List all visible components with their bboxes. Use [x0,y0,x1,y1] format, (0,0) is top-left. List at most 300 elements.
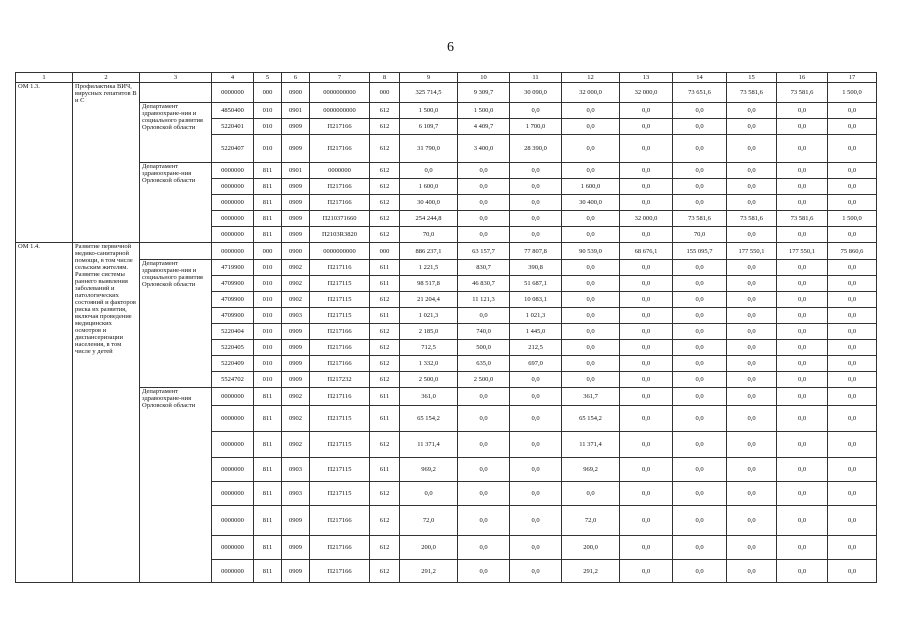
table-cell: 0902 [282,388,310,406]
table-cell: 0,0 [828,388,877,406]
table-cell: 0,0 [777,292,828,308]
table-cell: П217115 [310,406,370,432]
table-cell: 010 [254,292,282,308]
table-cell: 0903 [282,482,310,506]
table-cell: 0,0 [828,324,877,340]
table-cell: 1 021,3 [400,308,458,324]
table-cell: 0,0 [562,227,620,243]
table-cell: 010 [254,135,282,163]
table-cell: 0,0 [562,308,620,324]
table-cell: 811 [254,406,282,432]
table-cell: 98 517,8 [400,276,458,292]
table-cell: 0903 [282,308,310,324]
table-cell: 010 [254,260,282,276]
table-cell: 0902 [282,432,310,458]
table-cell: 0,0 [510,458,562,482]
table-cell: 0,0 [620,308,673,324]
table-cell: 11 371,4 [562,432,620,458]
table-cell: 0,0 [673,482,727,506]
table-cell: 0,0 [727,308,777,324]
table-cell: 51 687,1 [510,276,562,292]
table-row [16,243,877,260]
table-cell: 811 [254,179,282,195]
table-cell: 0,0 [620,388,673,406]
table-cell: 200,0 [562,536,620,560]
table-cell: 0,0 [828,292,877,308]
table-cell: 612 [370,119,400,135]
table-cell: 0,0 [727,356,777,372]
table-cell: 0909 [282,372,310,388]
table-cell: 0909 [282,324,310,340]
table-cell: 1 221,5 [400,260,458,276]
table-cell: 0,0 [673,260,727,276]
table-cell: 4850400 [212,103,254,119]
table-cell: 0902 [282,276,310,292]
table-cell: 0000000 [212,482,254,506]
table-cell: 0,0 [673,163,727,179]
table-cell: 811 [254,458,282,482]
table-cell: 0,0 [727,560,777,583]
table-cell: 0,0 [562,135,620,163]
table-cell: 0901 [282,163,310,179]
table-cell: 0,0 [620,340,673,356]
table-cell: 010 [254,324,282,340]
table-cell: 0,0 [727,260,777,276]
table-cell: 010 [254,356,282,372]
table-cell: 0,0 [620,179,673,195]
table-cell: 0,0 [458,536,510,560]
table-cell: 612 [370,560,400,583]
table-cell: 0,0 [727,163,777,179]
table-cell: 1 445,0 [510,324,562,340]
table-cell: 0000000 [212,163,254,179]
table-cell: 2 500,0 [400,372,458,388]
table-cell: 0909 [282,211,310,227]
table-cell: 010 [254,103,282,119]
table-cell: 28 390,0 [510,135,562,163]
executor: Департамент здравоохране-ния и социального развития Орловской области [140,103,212,163]
table-cell: 0,0 [828,260,877,276]
table-cell: 000 [370,83,400,103]
column-header: 6 [282,73,310,83]
table-cell: 1 500,0 [400,103,458,119]
table-cell: П217166 [310,506,370,536]
table-cell: 0,0 [510,179,562,195]
column-header: 16 [777,73,828,83]
table-cell: 1 700,0 [510,119,562,135]
table-cell: 46 830,7 [458,276,510,292]
table-cell: 5524702 [212,372,254,388]
table-cell: 612 [370,292,400,308]
table-cell: 0,0 [510,560,562,583]
table-cell: 30 400,0 [400,195,458,211]
table-cell: 0,0 [727,432,777,458]
table-cell: 0,0 [727,372,777,388]
table-cell: П217115 [310,458,370,482]
table-cell: 0,0 [562,276,620,292]
table-cell: 0,0 [673,308,727,324]
table-cell: 0,0 [777,324,828,340]
table-cell: 0909 [282,356,310,372]
table-cell: 811 [254,227,282,243]
table-cell: 0,0 [562,211,620,227]
table-cell: 0,0 [620,276,673,292]
table-cell: 811 [254,388,282,406]
table-cell: 0,0 [828,432,877,458]
table-cell: 0,0 [562,356,620,372]
table-cell: 0,0 [620,227,673,243]
table-cell: 0,0 [673,406,727,432]
table-cell: 0,0 [727,135,777,163]
table-cell: 0,0 [777,308,828,324]
table-cell: 0,0 [562,103,620,119]
table-cell: 969,2 [400,458,458,482]
table-cell: 611 [370,260,400,276]
table-cell: 0,0 [727,340,777,356]
table-cell: 291,2 [400,560,458,583]
table-cell: 0,0 [777,179,828,195]
table-cell: 611 [370,388,400,406]
table-cell: 0,0 [727,536,777,560]
table-cell: 886 237,1 [400,243,458,260]
column-header: 10 [458,73,510,83]
table-cell: 0,0 [727,506,777,536]
table-cell: 212,5 [510,340,562,356]
table-cell: 0,0 [828,340,877,356]
table-cell: 0000000 [212,83,254,103]
table-cell: 000 [254,83,282,103]
table-cell: 811 [254,195,282,211]
table-cell: П217166 [310,356,370,372]
column-header: 12 [562,73,620,83]
table-cell: 0,0 [620,324,673,340]
table-cell: 3 400,0 [458,135,510,163]
budget-table [15,72,877,583]
table-cell: 0,0 [458,211,510,227]
table-cell: 612 [370,356,400,372]
table-cell: 0,0 [777,119,828,135]
column-header: 4 [212,73,254,83]
table-cell: 0,0 [673,432,727,458]
table-cell: 0,0 [673,119,727,135]
table-cell: 0000000 [212,211,254,227]
table-cell: 0,0 [673,560,727,583]
table-cell: 811 [254,432,282,458]
table-cell: П217115 [310,432,370,458]
table-cell: 0,0 [673,506,727,536]
table-cell: 0,0 [458,195,510,211]
table-cell: 0,0 [727,388,777,406]
table-cell: 0909 [282,227,310,243]
table-cell: 0,0 [777,482,828,506]
table-cell: 4719900 [212,260,254,276]
table-cell: 0,0 [828,103,877,119]
column-header: 5 [254,73,282,83]
table-cell: 010 [254,119,282,135]
table-cell: 200,0 [400,536,458,560]
table-cell: 010 [254,372,282,388]
table-cell: 0,0 [673,372,727,388]
table-cell: П210371660 [310,211,370,227]
table-cell: 73 581,6 [777,211,828,227]
table-cell: 0,0 [562,119,620,135]
table-cell: 0,0 [620,506,673,536]
table-cell: 0,0 [727,276,777,292]
table-cell: 0,0 [562,163,620,179]
table-cell: 0,0 [673,135,727,163]
table-cell: 0909 [282,506,310,536]
table-cell: 612 [370,135,400,163]
table-cell: 70,0 [400,227,458,243]
table-cell: 0000000 [212,227,254,243]
table-cell: 611 [370,308,400,324]
column-header: 8 [370,73,400,83]
table-cell: 4709900 [212,276,254,292]
column-header: 17 [828,73,877,83]
table-cell: 0,0 [828,506,877,536]
table-cell: 0,0 [510,406,562,432]
table-cell: 254 244,8 [400,211,458,227]
table-cell: 0,0 [777,388,828,406]
table-cell: 1 332,0 [400,356,458,372]
table-cell: 30 400,0 [562,195,620,211]
table-cell: 811 [254,560,282,583]
table-cell: 811 [254,163,282,179]
table-cell: 68 676,1 [620,243,673,260]
table-cell: 612 [370,103,400,119]
measure-title: Профилактика ВИЧ, вирусных гепатитов В и С [73,83,140,243]
table-cell: 0,0 [620,195,673,211]
table-row [16,388,877,406]
table-cell: 390,8 [510,260,562,276]
table-cell: 0,0 [620,356,673,372]
table-cell: 0909 [282,536,310,560]
header-row [16,73,877,83]
table-cell: 63 157,7 [458,243,510,260]
table-row [16,83,877,103]
table-cell: 612 [370,536,400,560]
column-header: 11 [510,73,562,83]
table-cell: 0,0 [777,432,828,458]
table-cell: П217115 [310,308,370,324]
table-cell: П217166 [310,536,370,560]
table-cell: 611 [370,276,400,292]
table-cell: 612 [370,482,400,506]
table-cell: 5220404 [212,324,254,340]
table-cell: 1 500,0 [828,83,877,103]
table-cell: 0,0 [828,227,877,243]
table-cell: 000 [370,243,400,260]
table-cell: 0,0 [727,103,777,119]
table-cell: 72,0 [400,506,458,536]
table-cell: 0,0 [727,195,777,211]
table-cell: 0909 [282,135,310,163]
table-cell: 0903 [282,458,310,482]
table-cell: 0,0 [620,536,673,560]
table-cell: 0,0 [620,260,673,276]
table-cell: 0000000 [310,163,370,179]
table-cell: 4709900 [212,308,254,324]
table-cell: 177 550,1 [727,243,777,260]
table-cell: 0900 [282,243,310,260]
table-cell: 0,0 [777,506,828,536]
table-cell: 11 121,3 [458,292,510,308]
table-cell: 0000000 [212,243,254,260]
table-cell: 0,0 [828,372,877,388]
table-cell: 65 154,2 [562,406,620,432]
table-cell: 0,0 [400,163,458,179]
table-cell: 0902 [282,292,310,308]
table-cell: 0,0 [777,135,828,163]
table-cell: 0,0 [777,536,828,560]
table-cell: 0000000000 [310,243,370,260]
table-cell: 0,0 [562,324,620,340]
table-cell: 72,0 [562,506,620,536]
executor: Департамент здравоохране-ния Орловской области [140,388,212,583]
table-cell: 5220407 [212,135,254,163]
table-cell: 0909 [282,195,310,211]
executor-empty [140,243,212,260]
table-cell: 73 581,6 [727,83,777,103]
table-cell: 0000000 [212,458,254,482]
table-cell: 697,0 [510,356,562,372]
table-cell: 0,0 [828,458,877,482]
table-cell: 0,0 [673,276,727,292]
table-cell: 612 [370,227,400,243]
table-cell: П217116 [310,260,370,276]
table-cell: 0901 [282,103,310,119]
table-cell: 612 [370,324,400,340]
table-cell: 73 581,6 [777,83,828,103]
table-cell: 612 [370,372,400,388]
table-cell: 0,0 [510,536,562,560]
table-cell: 0,0 [828,135,877,163]
table-cell: 0,0 [458,163,510,179]
table-cell: П217115 [310,292,370,308]
table-cell: 0,0 [727,179,777,195]
table-cell: 0,0 [562,372,620,388]
table-cell: 0,0 [777,195,828,211]
table-cell: 611 [370,458,400,482]
table-cell: 612 [370,211,400,227]
table-cell: 0,0 [458,179,510,195]
table-cell: 0,0 [673,195,727,211]
table-cell: 0,0 [777,560,828,583]
table-cell: 0000000 [212,536,254,560]
column-header: 9 [400,73,458,83]
table-cell: 0,0 [510,103,562,119]
table-cell: 361,7 [562,388,620,406]
table-cell: П217166 [310,179,370,195]
table-cell: П217166 [310,340,370,356]
table-cell: 0,0 [510,506,562,536]
table-cell: 0,0 [828,308,877,324]
table-cell: 0,0 [828,406,877,432]
table-cell: 0,0 [673,536,727,560]
table-cell: 5220409 [212,356,254,372]
table-cell: 0,0 [458,458,510,482]
table-cell: 0,0 [400,482,458,506]
table-cell: 5220405 [212,340,254,356]
table-cell: 77 807,8 [510,243,562,260]
table-cell: 0,0 [458,560,510,583]
table-cell: 0909 [282,119,310,135]
table-cell: П217115 [310,482,370,506]
table-cell: 712,5 [400,340,458,356]
table-cell: 0,0 [458,506,510,536]
table-cell: 6 109,7 [400,119,458,135]
table-cell: 0,0 [777,372,828,388]
table-cell: П217166 [310,560,370,583]
table-cell: 2 500,0 [458,372,510,388]
table-cell: 155 095,7 [673,243,727,260]
table-cell: 0,0 [828,163,877,179]
table-cell: 0,0 [828,195,877,211]
table-cell: 31 790,0 [400,135,458,163]
table-cell: 811 [254,506,282,536]
table-cell: 0,0 [458,406,510,432]
table-cell: 0,0 [458,308,510,324]
table-cell: 612 [370,506,400,536]
table-cell: П217232 [310,372,370,388]
table-row [16,260,877,276]
table-cell: 811 [254,482,282,506]
table-cell: 0,0 [620,135,673,163]
table-cell: 4709900 [212,292,254,308]
table-cell: 65 154,2 [400,406,458,432]
table-cell: 1 600,0 [400,179,458,195]
table-cell: 32 000,0 [620,211,673,227]
table-cell: 0,0 [510,372,562,388]
column-header: 15 [727,73,777,83]
table-cell: 1 021,3 [510,308,562,324]
table-cell: 0909 [282,560,310,583]
table-cell: 30 090,0 [510,83,562,103]
table-cell: П217115 [310,276,370,292]
table-cell: 0,0 [828,560,877,583]
table-cell: 969,2 [562,458,620,482]
table-cell: 635,0 [458,356,510,372]
table-cell: 830,7 [458,260,510,276]
table-cell: 21 204,4 [400,292,458,308]
column-header: 7 [310,73,370,83]
table-cell: 0,0 [777,458,828,482]
table-cell: 0,0 [673,340,727,356]
table-cell: 0,0 [620,292,673,308]
table-cell: 0,0 [510,195,562,211]
column-header: 14 [673,73,727,83]
table-cell: 32 000,0 [620,83,673,103]
table-cell: 010 [254,276,282,292]
table-cell: 0,0 [510,163,562,179]
table-cell: 0,0 [458,432,510,458]
table-cell: П217166 [310,195,370,211]
table-cell: 0000000 [212,506,254,536]
table-row [16,103,877,119]
table-cell: 010 [254,308,282,324]
table-cell: 75 860,6 [828,243,877,260]
table-cell: 0,0 [620,372,673,388]
table-cell: 0000000 [212,406,254,432]
table-cell: 0,0 [562,482,620,506]
table-cell: 0909 [282,179,310,195]
table-cell: 0,0 [727,292,777,308]
table-cell: 5220401 [212,119,254,135]
table-cell: 0,0 [828,276,877,292]
table-cell: 0,0 [673,458,727,482]
table-cell: 0,0 [620,458,673,482]
table-cell: 500,0 [458,340,510,356]
